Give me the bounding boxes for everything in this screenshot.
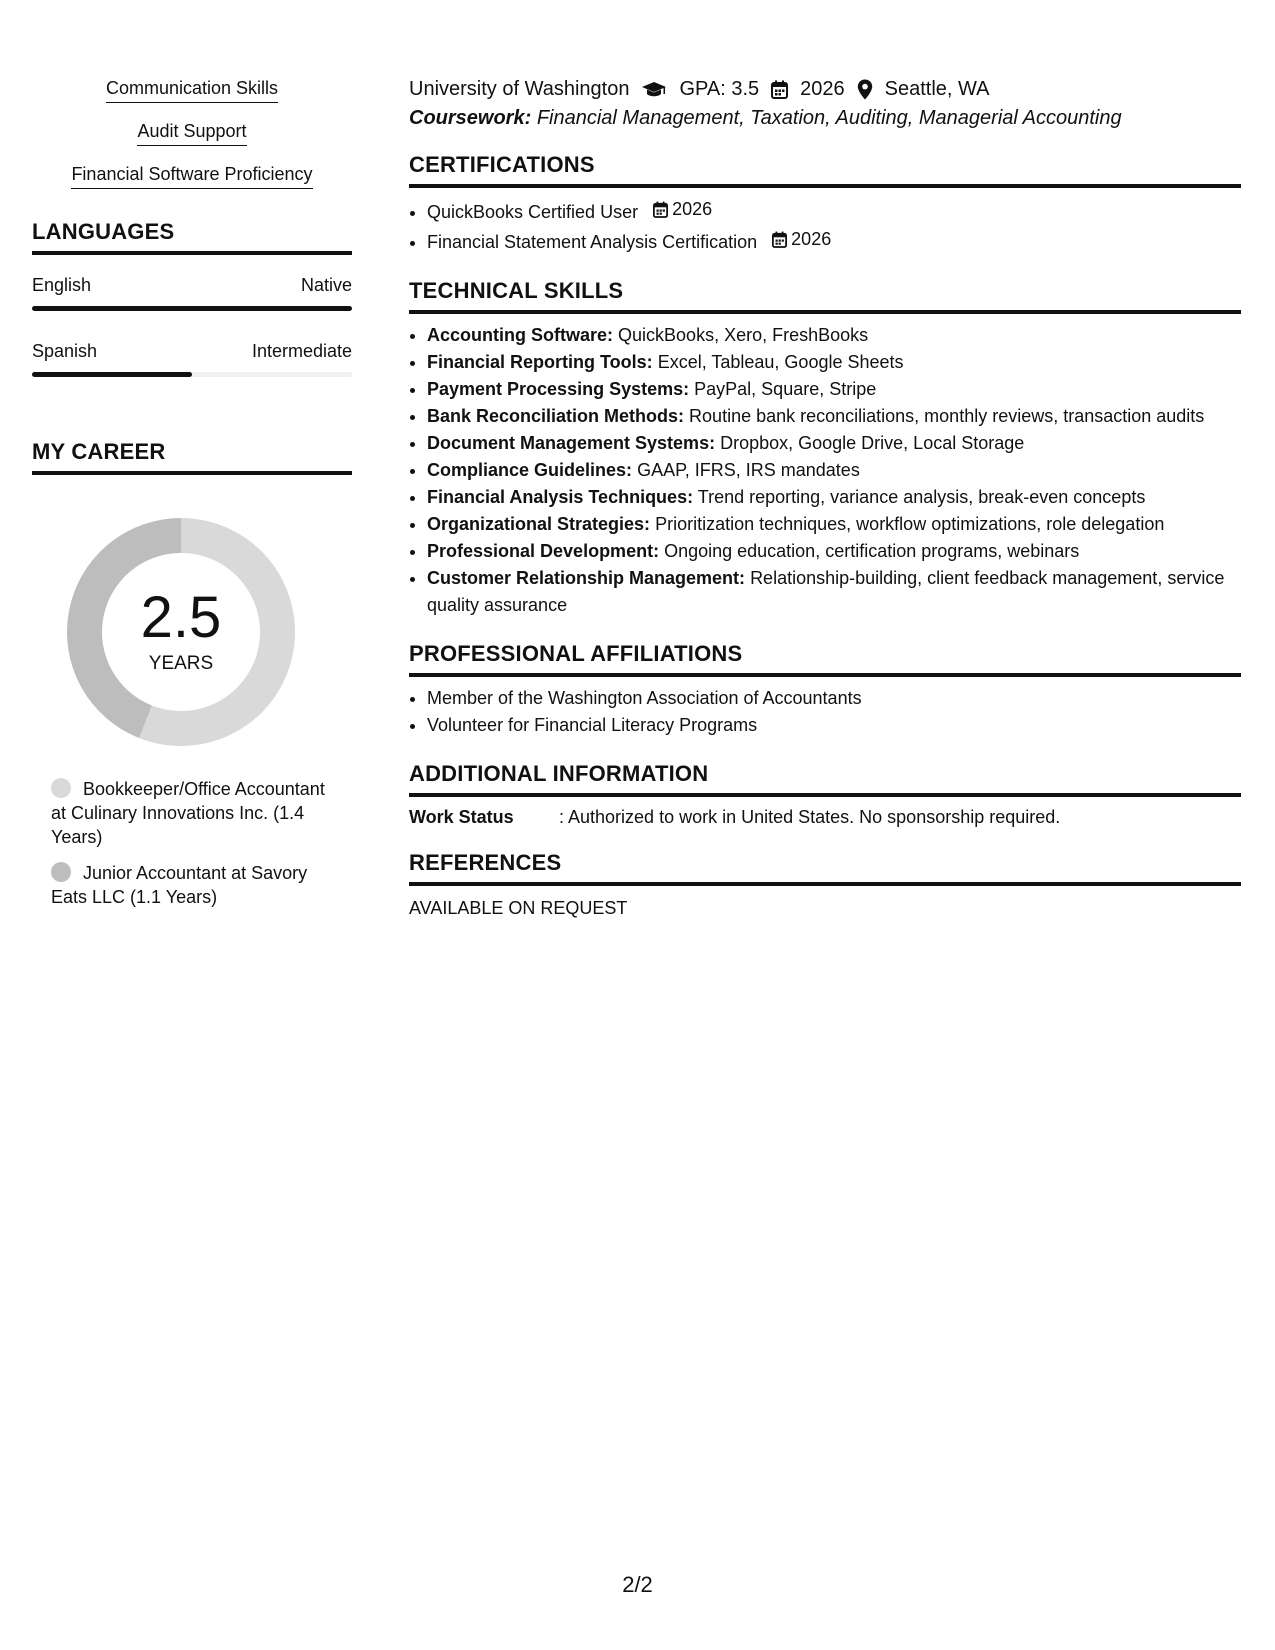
certifications-heading: CERTIFICATIONS [409,152,1241,188]
technical-skill-item [427,457,1241,484]
skill-values: PayPal, Square, Stripe [694,379,877,399]
skill-category: Document Management Systems: [427,433,716,453]
technical-skill-item [427,565,1241,619]
skill-label: Financial Software Proficiency [71,164,312,189]
legend-dot [51,862,71,882]
technical-skills-list [409,322,1241,619]
skill-values: Prioritization techniques, workflow optimizations, role delegation [655,514,1165,534]
career-legend-item [51,861,331,909]
certification-year: 2026 [791,229,832,249]
education-line [409,78,1241,101]
certification-name: QuickBooks Certified User [427,202,639,222]
career-total-years: 2.5 [140,585,222,650]
skill-category: Customer Relationship Management: [427,568,746,588]
skill-category: Financial Reporting Tools: [427,352,653,372]
skill-values: Routine bank reconciliations, monthly reviews, transaction audits [689,406,1205,426]
skill-values: Trend reporting, variance analysis, break-even concepts [697,487,1146,507]
certification-name: Financial Statement Analysis Certification [427,232,758,252]
left-column [32,78,352,921]
work-status-label: Work Status [409,807,514,827]
references-text: AVAILABLE ON REQUEST [409,898,628,918]
graduation-year: 2026 [800,78,845,100]
language-bar-fill [32,372,192,377]
school-location: Seattle, WA [884,78,990,100]
affiliations-list [409,685,1241,739]
calendar-icon [771,80,788,99]
technical-skill-item [427,376,1241,403]
technical-skill-item [427,511,1241,538]
coursework-list: Financial Management, Taxation, Auditing, Managerial Accounting [536,107,1122,129]
language-level: Native [300,275,352,295]
technical-skill-item [427,322,1241,349]
skill-values: GAAP, IFRS, IRS mandates [637,460,860,480]
technical-skills-heading: TECHNICAL SKILLS [409,278,1241,314]
technical-skill-item [427,538,1241,565]
page-number: 2/2 [622,1572,653,1597]
skill-category: Professional Development: [427,541,660,561]
career-unit: YEARS [148,653,214,674]
map-pin-icon [857,79,873,100]
affiliation-item: • Member of the Washington Association of Accountants [427,685,1241,712]
skill-category: Payment Processing Systems: [427,379,690,399]
career-donut-chart [66,517,296,747]
career-legend-item [51,777,331,849]
work-status-value: : Authorized to work in United States. No sponsorship required. [559,807,1061,827]
affiliation-item: • Volunteer for Financial Literacy Programs [427,712,1241,739]
career-job-label: Junior Accountant at Savory Eats LLC (1.1 Years) [51,863,308,907]
calendar-icon [772,231,787,248]
skill-values: Ongoing education, certification programs, webinars [664,541,1080,561]
technical-skill-item [427,484,1241,511]
language-bar [32,372,352,377]
language-name: Spanish [32,341,98,361]
donut-center [66,517,296,747]
certification-date [772,226,831,253]
skill-tag [32,164,352,189]
skill-values: Dropbox, Google Drive, Local Storage [720,433,1025,453]
additional-info-heading: ADDITIONAL INFORMATION [409,761,1241,797]
technical-skill-item [427,349,1241,376]
coursework-line [409,107,1241,130]
language-level: Intermediate [251,341,352,361]
career-heading: MY CAREER [32,439,352,475]
language-row [32,341,352,362]
language-bar [32,306,352,311]
technical-skill-item [427,430,1241,457]
certification-item [427,226,1241,256]
right-column [409,78,1241,919]
affiliations-heading: PROFESSIONAL AFFILIATIONS [409,641,1241,677]
certifications-list [409,196,1241,256]
work-status-row [409,807,1241,828]
calendar-icon [653,201,668,218]
skill-tag [32,78,352,103]
skill-tag [32,121,352,146]
career-job-label: Bookkeeper/Office Accountant at Culinary Innovations Inc. (1.4 Years) [51,779,325,847]
certification-year: 2026 [672,199,713,219]
career-legend [32,777,331,909]
graduation-cap-icon [641,81,667,99]
skill-category: Financial Analysis Techniques: [427,487,694,507]
skill-category: Compliance Guidelines: [427,460,633,480]
language-name: English [32,275,92,295]
certification-date [653,196,712,223]
language-row [32,275,352,296]
languages-heading: LANGUAGES [32,219,352,255]
skill-values: Relationship-building, client feedback management, service quality assurance [427,568,1225,615]
skill-values: QuickBooks, Xero, FreshBooks [618,325,869,345]
technical-skill-item [427,403,1241,430]
skill-category: Organizational Strategies: [427,514,651,534]
skill-values: Excel, Tableau, Google Sheets [657,352,904,372]
references-heading: REFERENCES [409,850,1241,886]
legend-dot [51,778,71,798]
skill-label: Audit Support [137,121,246,146]
language-bar-fill [32,306,352,311]
skill-label: Communication Skills [106,78,278,103]
skill-category: Bank Reconciliation Methods: [427,406,685,426]
gpa: GPA: 3.5 [679,78,760,100]
coursework-label: Coursework: [409,107,532,129]
school-name: University of Washington [409,78,630,100]
certification-item [427,196,1241,226]
skill-category: Accounting Software: [427,325,614,345]
